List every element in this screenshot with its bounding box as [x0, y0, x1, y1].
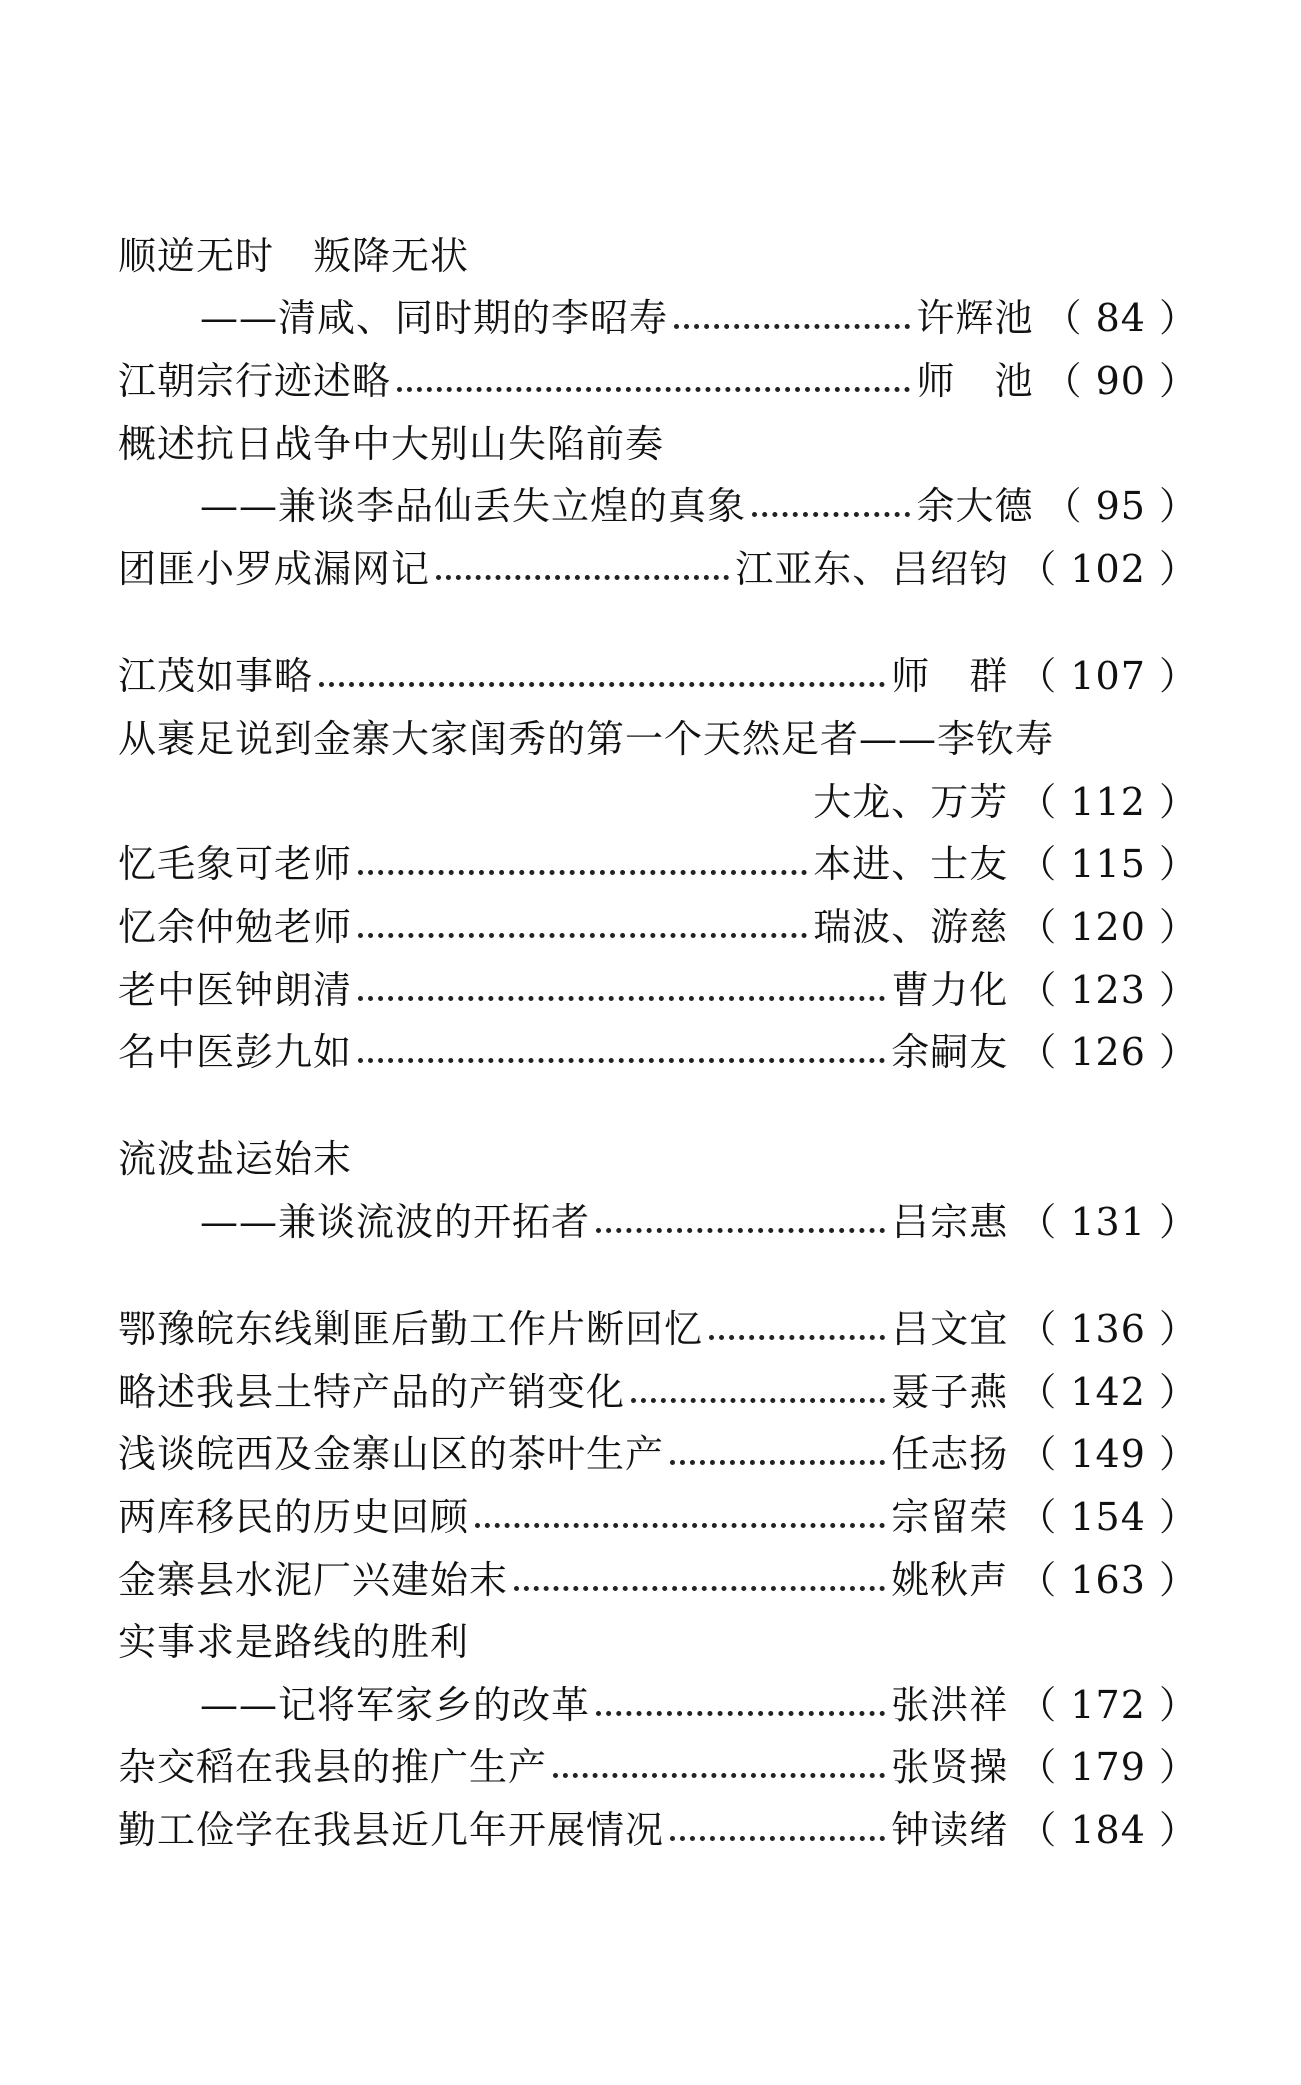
toc-entry [118, 1741, 1198, 1793]
entry-page: （ 126 ） [1018, 1030, 1198, 1074]
toc-entry [118, 543, 1198, 595]
entry-page: （ 142 ） [1018, 1370, 1198, 1414]
dot-leader [358, 996, 885, 1001]
entry-page: （ 163 ） [1018, 1558, 1198, 1602]
dot-leader [397, 387, 910, 392]
dot-leader [670, 1836, 885, 1841]
entry-author: 宗留荣 [891, 1495, 1009, 1539]
entry-page: （ 154 ） [1018, 1495, 1198, 1539]
entry-author: 任志扬 [891, 1432, 1009, 1476]
toc-entry [200, 1679, 1198, 1731]
entry-title: 团匪小罗成漏网记 [118, 547, 431, 591]
entry-author: 瑞波、游慈 [813, 905, 1009, 949]
entry-title: 江朝宗行迹述略 [118, 359, 392, 403]
toc-entry [118, 355, 1198, 407]
toc-entry [118, 1303, 1198, 1355]
entry-page: （ 112 ） [1018, 780, 1198, 824]
toc-entry [118, 964, 1198, 1016]
toc-entry-continuation [118, 776, 1198, 828]
entry-page: （ 84 ） [1043, 296, 1198, 340]
entry-title: 顺逆无时 叛降无状 [118, 234, 470, 278]
entry-title: 勤工俭学在我县近几年开展情况 [118, 1808, 665, 1852]
dot-leader [596, 1228, 885, 1233]
entry-author: 江亚东、吕绍钧 [735, 547, 1009, 591]
entry-page: （ 179 ） [1018, 1745, 1198, 1789]
dot-leader [514, 1586, 885, 1591]
entry-page: （ 90 ） [1043, 359, 1198, 403]
entry-author: 师 池 [916, 359, 1034, 403]
entry-author: 张贤操 [891, 1745, 1009, 1789]
entry-title: 名中医彭九如 [118, 1030, 353, 1074]
toc-entry [118, 1554, 1198, 1606]
entry-author: 大龙、万芳 [813, 780, 1009, 824]
dot-leader [358, 933, 807, 938]
entry-title: 流波盐运始末 [118, 1137, 353, 1181]
entry-author: 师 群 [891, 654, 1009, 698]
entry-page: （ 149 ） [1018, 1432, 1198, 1476]
entry-title: 江茂如事略 [118, 654, 314, 698]
entry-author: 曹力化 [891, 968, 1009, 1012]
entry-page: （ 115 ） [1018, 842, 1198, 886]
entry-page: （ 107 ） [1018, 654, 1198, 698]
entry-author: 钟读绪 [891, 1808, 1009, 1852]
entry-page: （ 95 ） [1043, 484, 1198, 528]
entry-author: 许辉池 [916, 296, 1034, 340]
entry-author: 聂子燕 [891, 1370, 1009, 1414]
dot-leader [674, 324, 910, 329]
entry-title: ——兼谈李品仙丢失立煌的真象 [200, 484, 747, 528]
toc-entry-title-only [118, 230, 1198, 282]
entry-author: 吕文宜 [891, 1307, 1009, 1351]
toc-entry-title-only [118, 1133, 1198, 1185]
entry-title: 两库移民的历史回顾 [118, 1495, 470, 1539]
toc-entry-title-only [118, 418, 1198, 470]
entry-title: 杂交稻在我县的推广生产 [118, 1745, 548, 1789]
dot-leader [319, 682, 885, 687]
dot-leader [475, 1523, 885, 1528]
entry-author: 余大德 [916, 484, 1034, 528]
entry-page: （ 123 ） [1018, 968, 1198, 1012]
entry-title: 忆毛象可老师 [118, 842, 353, 886]
entry-author: 张洪祥 [891, 1683, 1009, 1727]
entry-title: 浅谈皖西及金寨山区的茶叶生产 [118, 1432, 665, 1476]
toc-entry-title-only [118, 1616, 1198, 1668]
toc-entry [118, 1428, 1198, 1480]
dot-leader [358, 870, 807, 875]
toc-entry [200, 1196, 1198, 1248]
dot-leader [631, 1398, 885, 1403]
toc-entry [118, 1366, 1198, 1418]
entry-title: 概述抗日战争中大别山失陷前奏 [118, 422, 665, 466]
toc-entry [118, 1491, 1198, 1543]
entry-title: ——清咸、同时期的李昭寿 [200, 296, 669, 340]
entry-page: （ 102 ） [1018, 547, 1198, 591]
entry-author: 余嗣友 [891, 1030, 1009, 1074]
entry-author-page [813, 776, 1198, 828]
entry-title: 老中医钟朗清 [118, 968, 353, 1012]
entry-title: 金寨县水泥厂兴建始末 [118, 1558, 509, 1602]
dot-leader [670, 1460, 885, 1465]
dot-leader [553, 1773, 885, 1778]
entry-title: ——兼谈流波的开拓者 [200, 1200, 591, 1244]
entry-title: 忆余仲勉老师 [118, 905, 353, 949]
entry-author: 本进、士友 [813, 842, 1009, 886]
toc-entry [118, 650, 1198, 702]
entry-page: （ 120 ） [1018, 905, 1198, 949]
toc-entry-title-only [118, 713, 1198, 765]
dot-leader [596, 1711, 885, 1716]
toc-entry [118, 838, 1198, 890]
dot-leader [358, 1058, 885, 1063]
entry-title: 从裹足说到金寨大家闺秀的第一个天然足者——李钦寿 [118, 717, 1055, 761]
toc-entry [200, 480, 1198, 532]
entry-page: （ 136 ） [1018, 1307, 1198, 1351]
dot-leader [752, 512, 910, 517]
entry-author: 姚秋声 [891, 1558, 1009, 1602]
entry-title: 鄂豫皖东线剿匪后勤工作片断回忆 [118, 1307, 704, 1351]
toc-entry [118, 901, 1198, 953]
dot-leader [709, 1335, 885, 1340]
entry-title: ——记将军家乡的改革 [200, 1683, 591, 1727]
entry-author: 吕宗惠 [891, 1200, 1009, 1244]
entry-page: （ 131 ） [1018, 1200, 1198, 1244]
toc-entry [200, 292, 1198, 344]
entry-page: （ 184 ） [1018, 1808, 1198, 1852]
toc-entry [118, 1804, 1198, 1856]
toc-entry [118, 1026, 1198, 1078]
dot-leader [436, 575, 729, 580]
entry-title: 实事求是路线的胜利 [118, 1620, 470, 1664]
entry-title: 略述我县土特产品的产销变化 [118, 1370, 626, 1414]
entry-page: （ 172 ） [1018, 1683, 1198, 1727]
